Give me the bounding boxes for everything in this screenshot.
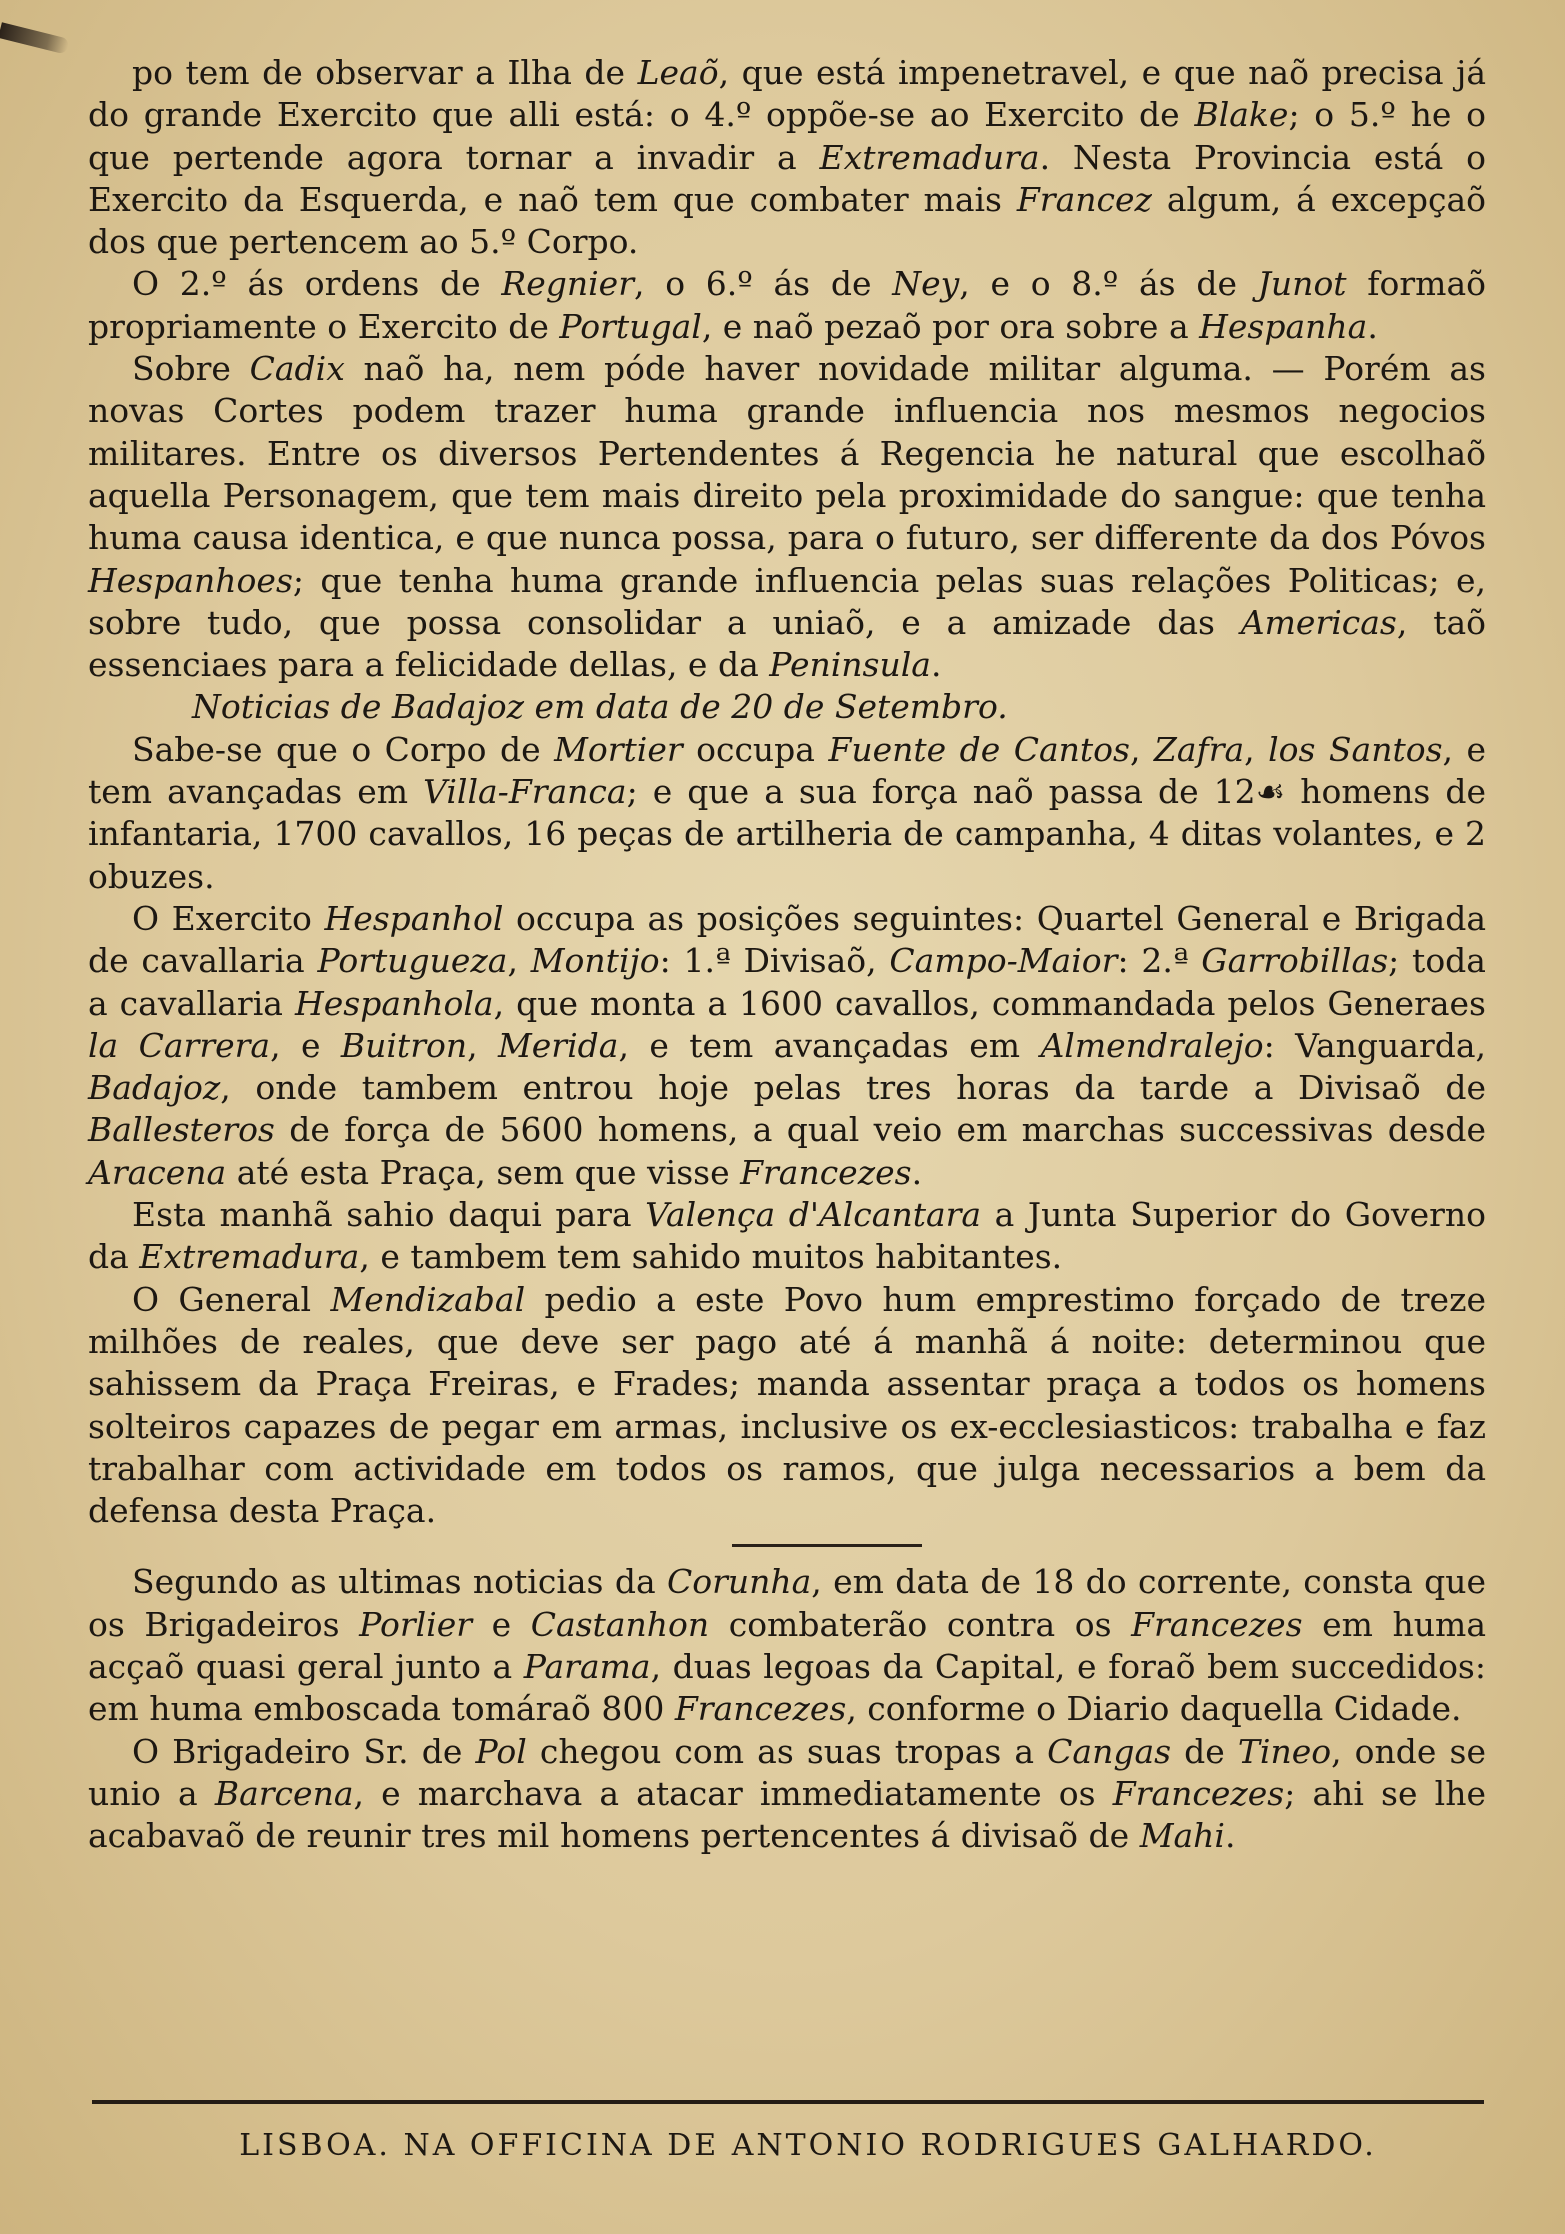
italic-text-run: Hespanhoes	[88, 560, 293, 600]
italic-text-run: Francezes	[1131, 1604, 1303, 1644]
text-run: Sabe-se que o Corpo de	[132, 729, 555, 769]
italic-text-run: Valença d'Alcantara	[645, 1195, 982, 1235]
paragraph	[88, 729, 1486, 898]
italic-text-run: Villa-Franca	[423, 772, 627, 812]
section-corunha	[88, 1561, 1486, 1857]
italic-text-run: Leaõ	[637, 53, 719, 92]
italic-text-run: Mendizabal	[330, 1279, 526, 1319]
italic-text-run: Francezes	[1112, 1773, 1285, 1813]
ink-mark	[0, 22, 70, 54]
text-run: ,	[1244, 729, 1269, 769]
italic-text-run: los Santos	[1268, 729, 1443, 769]
subheading-badajoz: Noticias de Badajoz em data de 20 de Setembro.	[192, 687, 1008, 727]
text-run: O General	[132, 1279, 331, 1319]
italic-text-run: Castanhon	[530, 1604, 710, 1644]
paragraph	[88, 1561, 1486, 1730]
italic-text-run: Cangas	[1047, 1731, 1172, 1771]
text-run: , o 6.º ás de	[634, 264, 893, 304]
text-run: O Brigadeiro Sr. de	[132, 1731, 476, 1771]
text-run: , taõ essenciaes para a felicidade dellas, e da	[88, 602, 1486, 685]
text-run: ; toda a cavallaria	[88, 941, 1486, 1023]
italic-text-run: Regnier	[501, 264, 634, 304]
footer-rule	[92, 2100, 1484, 2104]
text-run: .	[911, 1152, 923, 1192]
italic-text-run: Junot	[1257, 264, 1347, 304]
text-run: algum, á excepçaõ dos que pertencem ao 5.º Corpo.	[88, 179, 1486, 262]
paragraph	[88, 263, 1486, 348]
italic-text-run: Portugueza	[317, 941, 508, 981]
text-run: de	[1171, 1731, 1238, 1771]
text-run: em huma acçaõ quasi geral junto a	[88, 1604, 1486, 1686]
text-run: , duas legoas da Capital, e foraõ bem succedidos: em huma emboscada tomáraõ 800	[88, 1646, 1486, 1729]
text-run: occupa as posições seguintes: Quartel General e Brigada de cavallaria	[88, 898, 1487, 981]
text-run: ,	[1129, 729, 1154, 769]
text-run: , e tambem tem sahido muitos habitantes.	[359, 1237, 1063, 1277]
text-run: , que monta a 1600 cavallos, commandada pelos Generaes	[493, 983, 1486, 1023]
italic-text-run: Campo-Maior	[889, 941, 1118, 981]
italic-text-run: Francezes	[740, 1152, 912, 1192]
text-run: , que está impenetravel, e que naõ precisa já do grande Exercito que alli está: o 4.º oppõe-se ao Exercito de	[88, 53, 1486, 135]
text-run: ,	[467, 1025, 498, 1065]
italic-text-run: Hespanha	[1199, 306, 1368, 346]
italic-text-run: Fuente de Cantos	[828, 729, 1130, 769]
italic-text-run: Badajoz	[88, 1068, 221, 1108]
text-run: chegou com as suas tropas a	[526, 1731, 1048, 1771]
text-run: . Nesta Provincia está o Exercito da Esquerda, e naõ tem que combater mais	[88, 137, 1486, 219]
text-run: a Junta Superior do Governo da	[88, 1195, 1486, 1277]
text-run: naõ ha, nem póde haver novidade militar alguma. — Porém as novas Cortes podem trazer huma grande influencia nos mesmos negocios militares. Entre os diversos Pertendentes á Regencia he natural que escolhaõ aquella Personagem, que tem mais direito pela proximidade do sangue: que tenha huma causa identica, e que nunca possa, para o futuro, ser differente da dos Póvos	[88, 349, 1486, 558]
italic-text-run: Barcena	[214, 1773, 354, 1813]
italic-text-run: Americas	[1240, 602, 1397, 642]
text-run: po tem de observar a Ilha de	[132, 53, 638, 92]
text-run: Sobre	[132, 349, 250, 389]
italic-text-run: Aracena	[88, 1152, 227, 1192]
text-run: , e tem avançadas em	[618, 1025, 1041, 1065]
paragraph	[88, 1279, 1486, 1533]
text-run: occupa	[682, 729, 829, 769]
italic-text-run: Blake	[1194, 95, 1289, 135]
italic-text-run: Porlier	[359, 1604, 473, 1644]
text-run: , onde tambem entrou hoje pelas tres horas da tarde a Divisaõ de	[220, 1068, 1486, 1108]
italic-text-run: Peninsula	[769, 645, 931, 685]
paragraph	[88, 52, 1486, 263]
italic-text-run: Montijo	[530, 941, 660, 981]
italic-text-run: Buitron	[340, 1025, 468, 1065]
text-run: até esta Praça, sem que visse	[226, 1152, 741, 1192]
text-run: Segundo as ultimas noticias da	[132, 1562, 667, 1602]
italic-text-run: Tineo	[1237, 1731, 1332, 1771]
text-run: : 2.ª	[1117, 941, 1202, 981]
text-run: , e o 8.º ás de	[959, 264, 1258, 304]
italic-text-run: Francezes	[674, 1689, 847, 1729]
text-run: O 2.º ás ordens de	[132, 264, 502, 304]
italic-text-run: Extremadura	[819, 137, 1040, 177]
section-military-news	[88, 52, 1486, 686]
italic-text-run: Francez	[1016, 179, 1152, 219]
text-run: , e naõ pezaõ por ora sobre a	[701, 306, 1200, 346]
italic-text-run: Ney	[892, 264, 960, 304]
text-run: .	[930, 645, 942, 685]
italic-text-run: Ballesteros	[88, 1110, 275, 1150]
italic-text-run: Zafra	[1153, 729, 1245, 769]
italic-text-run: la Carrera	[88, 1025, 271, 1065]
italic-text-run: Mortier	[554, 729, 683, 769]
italic-text-run: Merida	[497, 1025, 619, 1065]
text-run: , e tem avançadas em	[88, 729, 1486, 812]
text-run: , e marchava a atacar immediatamente os	[353, 1773, 1113, 1813]
text-run: formaõ propriamente o Exercito de	[88, 264, 1486, 346]
body-text	[88, 52, 1486, 1857]
paragraph	[88, 1731, 1486, 1858]
italic-text-run: Garrobillas	[1201, 941, 1389, 981]
section-badajoz	[88, 729, 1486, 1533]
text-run: ; e que a sua força naõ passa de 12☙ homens de infantaria, 1700 cavallos, 16 peças de artilheria de campanha, 4 ditas volantes, e 2 obuzes.	[88, 772, 1486, 896]
text-run: : Vanguarda,	[1263, 1025, 1487, 1065]
text-run: ,	[507, 941, 531, 981]
italic-text-run: Hespanhola	[294, 983, 494, 1023]
text-run: de força de 5600 homens, a qual veio em marchas successivas desde	[274, 1110, 1486, 1150]
italic-text-run: Portugal	[559, 306, 702, 346]
text-run: .	[1224, 1816, 1236, 1856]
italic-text-run: Mahi	[1139, 1816, 1225, 1856]
paragraph	[88, 1194, 1486, 1279]
text-run: e	[472, 1604, 531, 1644]
italic-text-run: Pol	[475, 1731, 527, 1771]
italic-text-run: Almendralejo	[1040, 1025, 1264, 1065]
text-run: : 1.ª Divisaõ,	[659, 941, 890, 981]
text-run: combaterão contra os	[709, 1604, 1132, 1644]
paragraph	[88, 898, 1486, 1194]
italic-text-run: Extremadura	[139, 1237, 360, 1277]
printer-colophon: LISBOA. NA OFFICINA DE ANTONIO RODRIGUES GALHARDO.	[239, 2128, 1377, 2163]
italic-text-run: Corunha	[666, 1562, 812, 1602]
italic-text-run: Cadix	[249, 349, 345, 389]
text-run: pedio a este Povo hum emprestimo forçado de treze milhões de reales, que deve ser pago até á manhã á noite: determinou que sahissem da Praça Freiras, e Frades; manda assentar praça a todos os homens solteiros capazes de pegar em armas, inclusive os ex-ecclesiasticos: trabalha e faz trabalhar com actividade em todos os ramos, que julga necessarios a bem da defensa desta Praça.	[88, 1279, 1486, 1531]
text-run: , onde se unio a	[88, 1731, 1486, 1813]
text-run: ; que tenha huma grande influencia pelas suas relações Politicas; e, sobre tudo, que possa consolidar a uniaõ, e a amizade das	[88, 560, 1486, 642]
italic-text-run: Parama	[523, 1646, 651, 1686]
text-run: .	[1367, 306, 1378, 346]
text-run: , e	[270, 1025, 341, 1065]
italic-text-run: Hespanhol	[324, 898, 504, 938]
text-run: O Exercito	[132, 898, 325, 938]
text-run: Esta manhã sahio daqui para	[132, 1195, 646, 1235]
text-run: ; ahi se lhe acabavaõ de reunir tres mil homens pertencentes á divisaõ de	[88, 1773, 1486, 1856]
section-divider	[732, 1544, 922, 1547]
text-run: ; o 5.º he o que pertende agora tornar a invadir a	[88, 95, 1486, 177]
paragraph	[88, 348, 1486, 686]
text-run: , conforme o Diario daquella Cidade.	[846, 1689, 1462, 1729]
text-run: , em data de 18 do corrente, consta que os Brigadeiros	[88, 1562, 1486, 1644]
